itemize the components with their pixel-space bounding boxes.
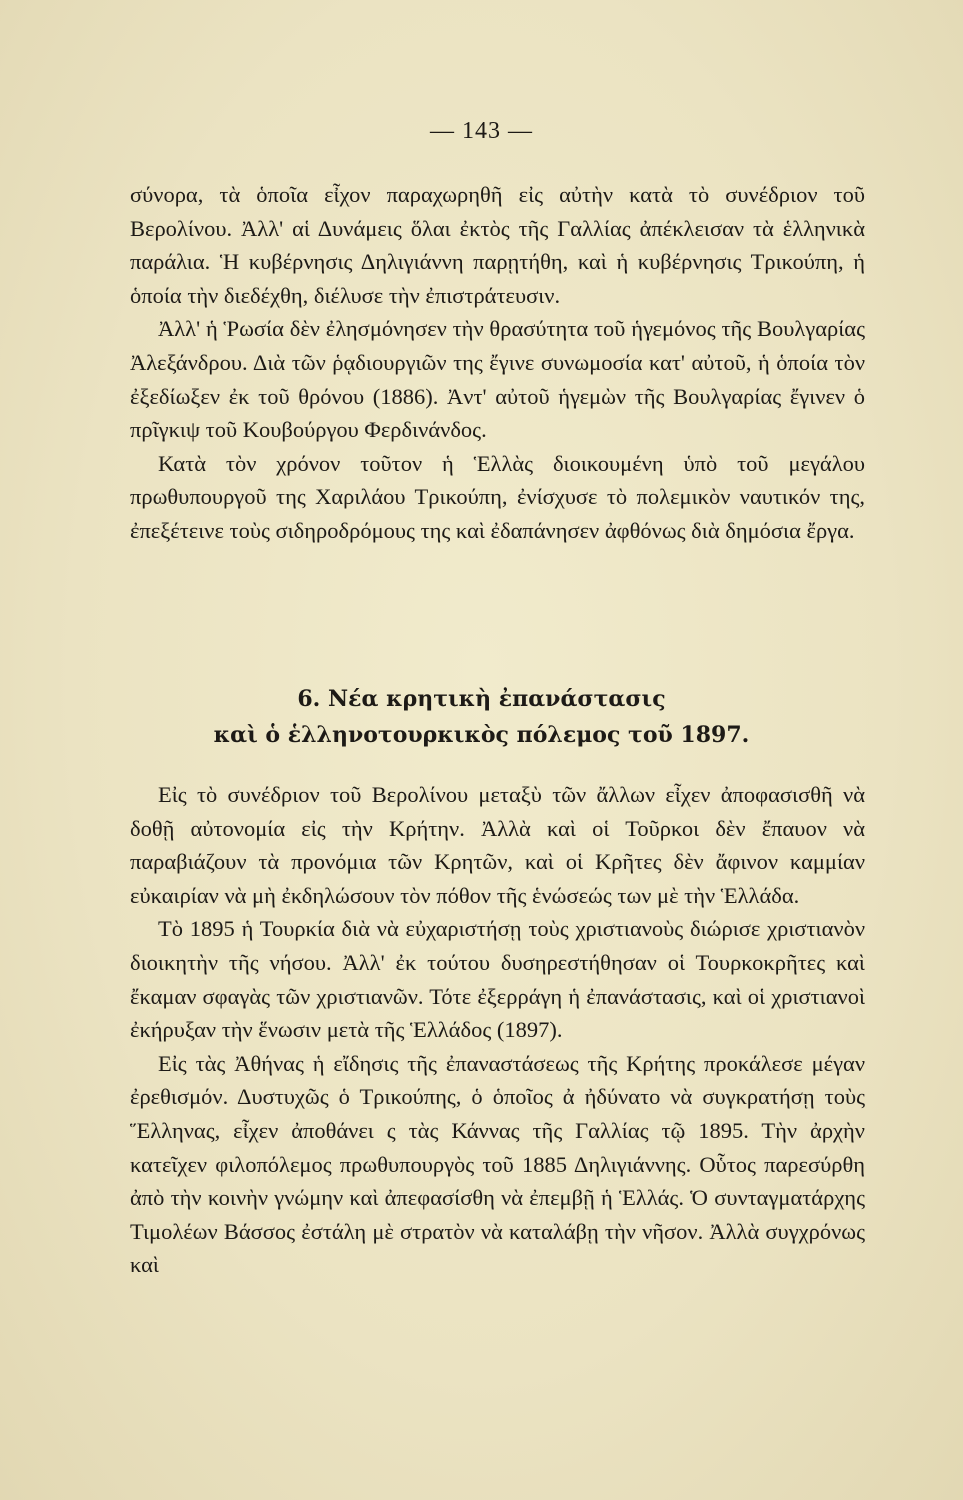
- section-heading-line-1: 6. Νέα κρητικὴ ἐπανάστασις: [297, 686, 666, 712]
- paragraph-4: Εἰς τὸ συνέδριον τοῦ Βερολίνου μεταξὺ τῶν ἄλλων εἶχεν ἀποφασισθῆ νὰ δοθῇ αὐτονομία εἰς τὴν Κρήτην. Ἀλλὰ καὶ οἱ Τοῦρκοι δὲν ἔπαυον νὰ παραβιάζουν τὰ προνόμια τῶν Κρητῶν, καὶ οἱ Κρῆτες δὲν ἄφινον καμμίαν εὐκαιρίαν νὰ μὴ ἐκδηλώσουν τὸν πόθον τῆς ἑνώσεώς των μὲ τὴν Ἑλλάδα.: [130, 782, 865, 908]
- section-heading-line-2: καὶ ὁ ἑλληνοτουρκικὸς πόλεμος τοῦ 1897.: [213, 722, 750, 748]
- paragraph-5: Τὸ 1895 ἡ Τουρκία διὰ νὰ εὐχαριστήσῃ τοὺς χριστιανοὺς διώρισε χριστιανὸν διοικητὴν τῆς νήσου. Ἀλλ' ἐκ τούτου δυσηρεστήθησαν οἱ Τουρκοκρῆτες καὶ ἔκαμαν σφαγὰς τῶν χριστιανῶν. Τότε ἐξερράγη ἡ ἐπανάστασις, καὶ οἱ χριστιανοὶ ἐκήρυξαν τὴν ἕνωσιν μετὰ τῆς Ἑλλάδος (1897).: [130, 916, 865, 1043]
- paragraph-1: σύνορα, τὰ ὁποῖα εἶχον παραχωρηθῆ εἰς αὐτὴν κατὰ τὸ συνέδριον τοῦ Βερολίνου. Ἀλλ' αἱ Δυνάμεις ὅλαι ἐκτὸς τῆς Γαλλίας ἀπέκλεισαν τὰ ἑλληνικὰ παράλια. Ἡ κυβέρνησις Δηλιγιάννη παρῃτήθη, καὶ ἡ κυβέρνησις Τρικούπη, ἡ ὁποία τὴν διεδέχθη, διέλυσε τὴν ἐπιστράτευσιν.: [130, 182, 865, 308]
- section-1-text: [130, 178, 865, 548]
- paragraph-2: Ἀλλ' ἡ Ῥωσία δὲν ἐλησμόνησεν τὴν θρασύτητα τοῦ ἡγεμόνος τῆς Βουλγαρίας Ἀλεξάνδρου. Διὰ τῶν ῥᾳδιουργιῶν της ἔγινε συνωμοσία κατ' αὐτοῦ, ἡ ὁποία τὸν ἐξεδίωξεν ἐκ τοῦ θρόνου (1886). Ἀντ' αὐτοῦ ἡγεμὼν τῆς Βουλγαρίας ἔγινεν ὁ πρῖγκιψ τοῦ Κουβούργου Φερδινάνδος.: [130, 316, 865, 443]
- section-2-text: [130, 778, 865, 1282]
- paragraph-3: Κατὰ τὸν χρόνον τοῦτον ἡ Ἑλλὰς διοικουμένη ὑπὸ τοῦ μεγάλου πρωθυπουργοῦ της Χαριλάου Τρικούπη, ἐνίσχυσε τὸ πολεμικὸν ναυτικόν της, ἐπεξέτεινε τοὺς σιδηροδρόμους της καὶ ἐδαπάνησεν ἀφθόνως διὰ δημόσια ἔργα.: [130, 450, 865, 543]
- paragraph-6: Εἰς τὰς Ἀθήνας ἡ εἴδησις τῆς ἐπαναστάσεως τῆς Κρήτης προκάλεσε μέγαν ἐρεθισμόν. Δυστυχῶς ὁ Τρικούπης, ὁ ὁποῖος ἀ ἠδύνατο νὰ συγκρατήσῃ τοὺς Ἕλληνας, εἶχεν ἀποθάνει ς τὰς Κάννας τῆς Γαλλίας τῷ 1895. Τὴν ἀρχὴν κατεῖχεν φιλοπόλεμος πρωθυπουργὸς τοῦ 1885 Δηλιγιάννης. Οὗτος παρεσύρθη ἀπὸ τὴν κοινὴν γνώμην καὶ ἀπεφασίσθη νὰ ἐπεμβῇ ἡ Ἑλλάς. Ὁ συνταγματάρχης Τιμολέων Βάσσος ἐστάλη μὲ στρατὸν νὰ καταλάβῃ τὴν νῆσον. Ἀλλὰ συγχρόνως καὶ: [130, 1050, 865, 1278]
- page-number: — 143 —: [430, 118, 533, 144]
